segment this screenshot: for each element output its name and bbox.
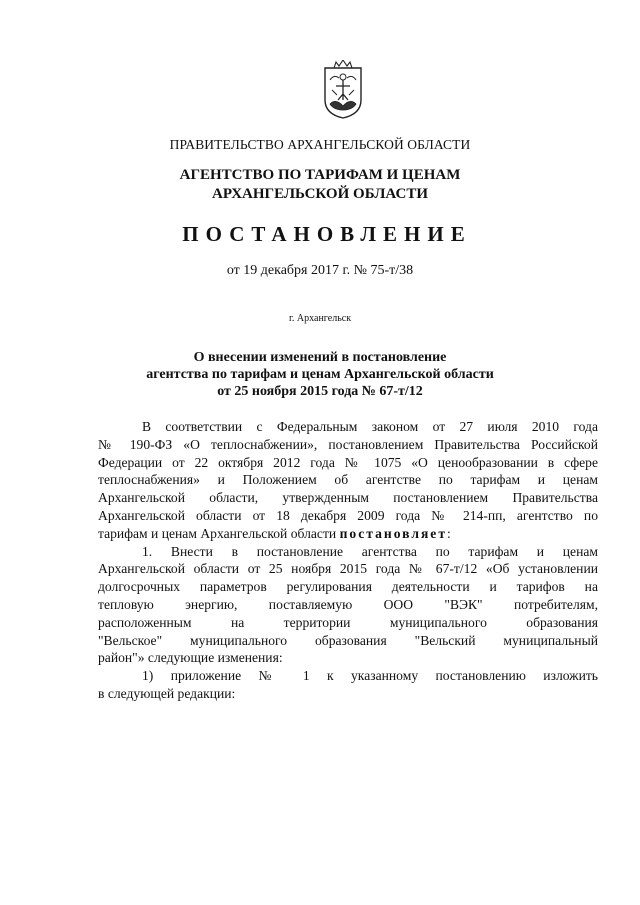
document-date-number: от 19 декабря 2017 г. № 75-т/38 [226, 263, 414, 278]
paragraph-preamble [98, 418, 598, 543]
title-line-2: агентства по тарифам и ценам Архангельской области [146, 367, 494, 382]
coat-of-arms-emblem [322, 60, 364, 120]
body-line: долгосрочных параметров регулирования деятельности и тарифов на [98, 579, 598, 595]
document-title [0, 349, 640, 400]
title-line-3: от 25 ноября 2015 года № 67-т/12 [217, 384, 423, 399]
body-line: в следующей редакции: [98, 685, 236, 701]
body-line: теплоснабжения» и Положением об агентстве по тарифам и ценам [98, 472, 598, 488]
document-body [98, 418, 598, 703]
paragraph-item-1 [98, 543, 598, 668]
body-line: Архангельской области от 18 декабря 2009 года № 214-пп, агентство по [98, 507, 598, 523]
agency-name-line-1: АГЕНТСТВО ПО ТАРИФАМ И ЦЕНАМ [179, 167, 461, 183]
body-line-text: тарифам и ценам Архангельской области [98, 525, 337, 541]
paragraph-subitem-1 [98, 667, 598, 703]
body-line: расположенным на территории муниципального образования [98, 614, 598, 630]
body-line: район"» следующие изменения: [98, 650, 283, 666]
colon: : [447, 525, 451, 541]
body-line: № 190-ФЗ «О теплоснабжении», постановлением Правительства Российской [98, 436, 598, 452]
agency-name-line-2: АРХАНГЕЛЬСКОЙ ОБЛАСТИ [212, 186, 428, 202]
body-line: В соответствии с Федеральным законом от 27 июля 2010 года [142, 419, 598, 434]
title-line-1: О внесении изменений в постановление [193, 350, 447, 365]
government-name: ПРАВИТЕЛЬСТВО АРХАНГЕЛЬСКОЙ ОБЛАСТИ [169, 137, 471, 152]
body-line: Архангельской области от 25 ноября 2015 года № 67-т/12 «Об установлении [98, 561, 598, 577]
document-city: г. Архангельск [288, 313, 352, 324]
body-line: Архангельской области, утвержденным постановлением Правительства [98, 490, 598, 506]
body-line [98, 525, 598, 543]
resolution-verb: постановляет [339, 525, 448, 541]
body-line: Федерации от 22 октября 2012 года № 1075 «О ценообразовании в сфере [98, 454, 598, 470]
body-line: "Вельское" муниципального образования "Вельский муниципальный [98, 632, 598, 648]
body-line: 1) приложение № 1 к указанному постановлению изложить [142, 668, 598, 684]
document-type: ПОСТАНОВЛЕНИЕ [182, 222, 472, 246]
body-line: 1. Внести в постановление агентства по тарифам и ценам [142, 543, 598, 559]
body-line: тепловую энергию, поставляемую ООО "ВЭК" потребителям, [98, 596, 598, 612]
agency-name [0, 166, 640, 204]
